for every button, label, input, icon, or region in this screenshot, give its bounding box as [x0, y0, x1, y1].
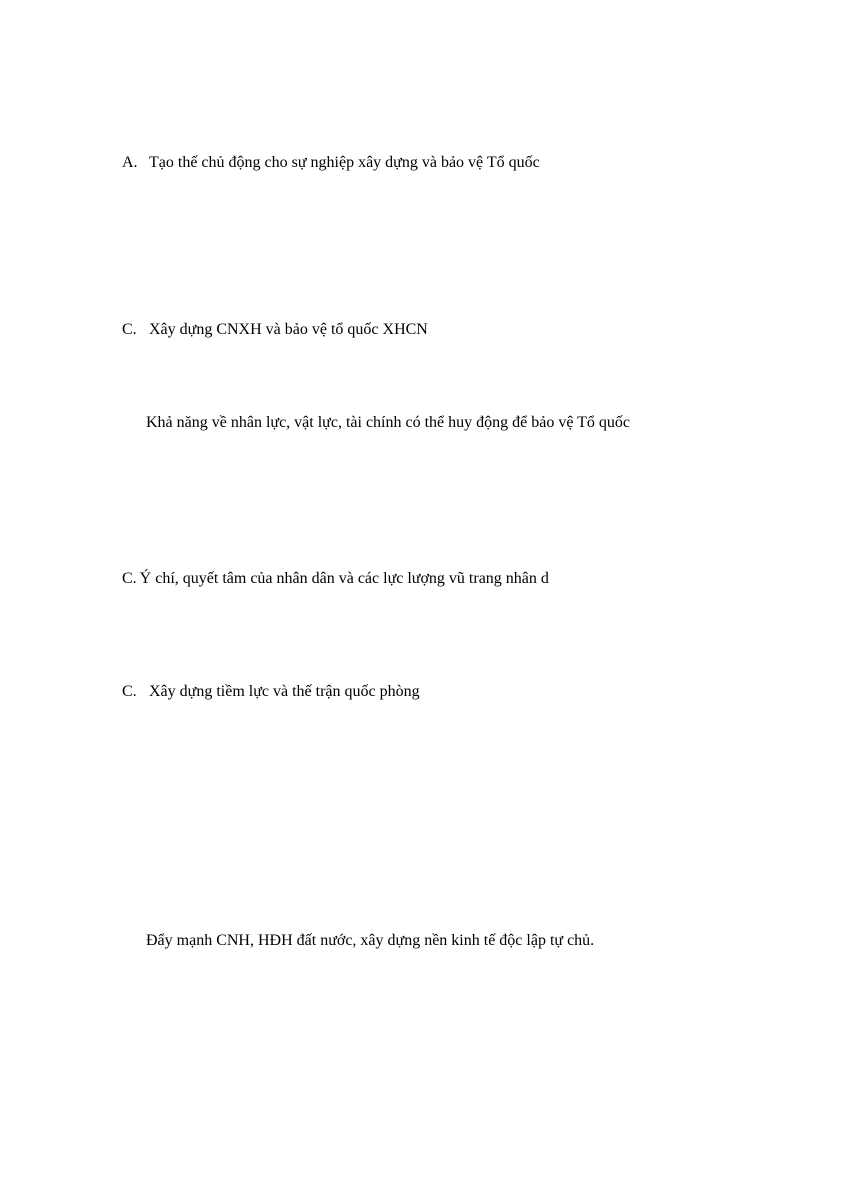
option-label: C.	[122, 321, 137, 338]
option-text: Tạo thế chủ động cho sự nghiệp xây dựng và bảo vệ Tổ quốc	[149, 154, 540, 171]
option-text: Xây dựng CNXH và bảo vệ tổ quốc XHCN	[149, 321, 428, 338]
answer-option-c	[122, 682, 420, 702]
answer-text-content: Khả năng về nhân lực, vật lực, tài chính có thể huy động để bảo vệ Tổ quốc	[146, 414, 631, 431]
answer-option-a	[122, 153, 540, 173]
option-text: Xây dựng tiềm lực và thế trận quốc phòng	[149, 683, 420, 700]
answer-text	[146, 413, 630, 433]
option-text: Ý chí, quyết tâm của nhân dân và các lực lượng vũ trang nhân d	[139, 570, 549, 587]
option-label: C.	[122, 570, 137, 587]
answer-text-content: Đẩy mạnh CNH, HĐH đất nước, xây dựng nền kinh tế độc lập tự chủ.	[146, 932, 595, 949]
option-label: A.	[122, 154, 138, 171]
option-label: C.	[122, 683, 137, 700]
answer-text	[146, 931, 594, 951]
answer-option-c	[122, 569, 549, 589]
answer-option-c	[122, 320, 428, 340]
